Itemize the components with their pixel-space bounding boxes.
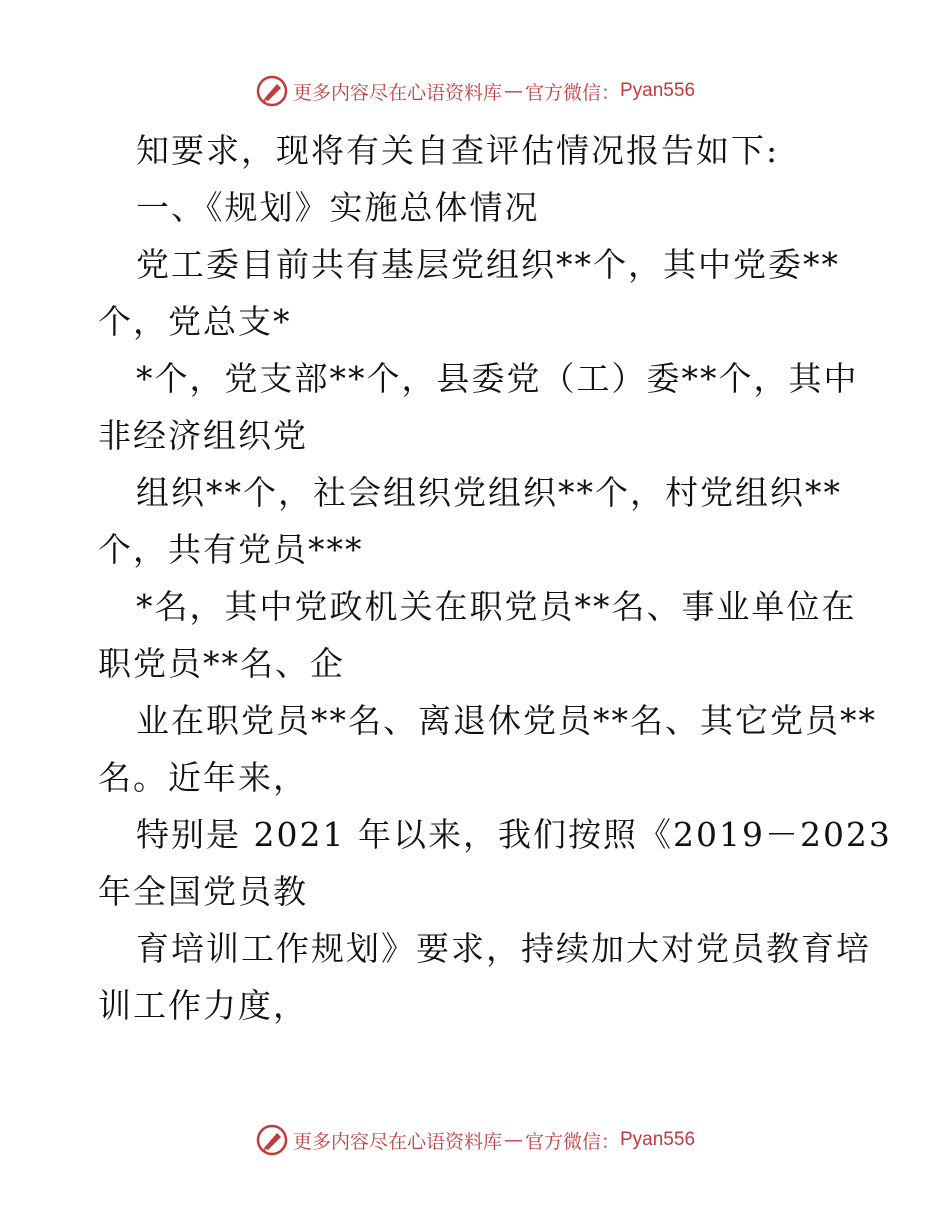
paragraph-line: 非经济组织党 <box>98 416 308 455</box>
paragraph-line: *名，其中党政机关在职党员**名、事业单位在 <box>136 587 857 626</box>
banner-wechat-id: Pyan556 <box>620 1129 696 1150</box>
banner-wechat-label: 官方微信： <box>524 81 620 104</box>
footer-banner <box>0 1120 950 1160</box>
banner-site-text: 更多内容尽在心语资料库 <box>292 1130 502 1153</box>
paragraph-line: *个，党支部**个，县委党（工）委**个，其中 <box>136 359 859 398</box>
pen-logo-icon <box>255 1123 289 1157</box>
banner-separator: — <box>503 80 523 102</box>
paragraph-line: 个，党总支* <box>98 302 292 341</box>
pen-logo-icon <box>255 74 289 108</box>
section-heading: 一、《规划》实施总体情况 <box>136 188 540 227</box>
paragraph-line: 特别是 2021 年以来，我们按照《2019－2023 <box>136 815 892 854</box>
paragraph-line: 个，共有党员*** <box>98 530 364 569</box>
paragraph-line: 名。近年来， <box>98 758 308 797</box>
banner-separator: — <box>503 1129 523 1151</box>
document-body <box>98 122 892 1034</box>
banner-wechat-id: Pyan556 <box>620 80 696 101</box>
paragraph-line: 组织**个，社会组织党组织**个，村党组织** <box>136 473 842 512</box>
banner-site-text: 更多内容尽在心语资料库 <box>292 81 502 104</box>
header-banner <box>0 71 950 111</box>
banner-wechat-label: 官方微信： <box>524 1130 620 1153</box>
paragraph-line: 年全国党员教 <box>98 872 308 911</box>
paragraph-line: 职党员**名、企 <box>98 644 345 683</box>
paragraph-line: 党工委目前共有基层党组织**个，其中党委** <box>136 245 840 284</box>
paragraph-line: 育培训工作规划》要求，持续加大对党员教育培 <box>136 929 871 968</box>
paragraph-line: 训工作力度， <box>98 986 308 1025</box>
paragraph-line: 知要求，现将有关自查评估情况报告如下: <box>136 131 780 170</box>
paragraph-line: 业在职党员**名、离退休党员**名、其它党员** <box>136 701 877 740</box>
